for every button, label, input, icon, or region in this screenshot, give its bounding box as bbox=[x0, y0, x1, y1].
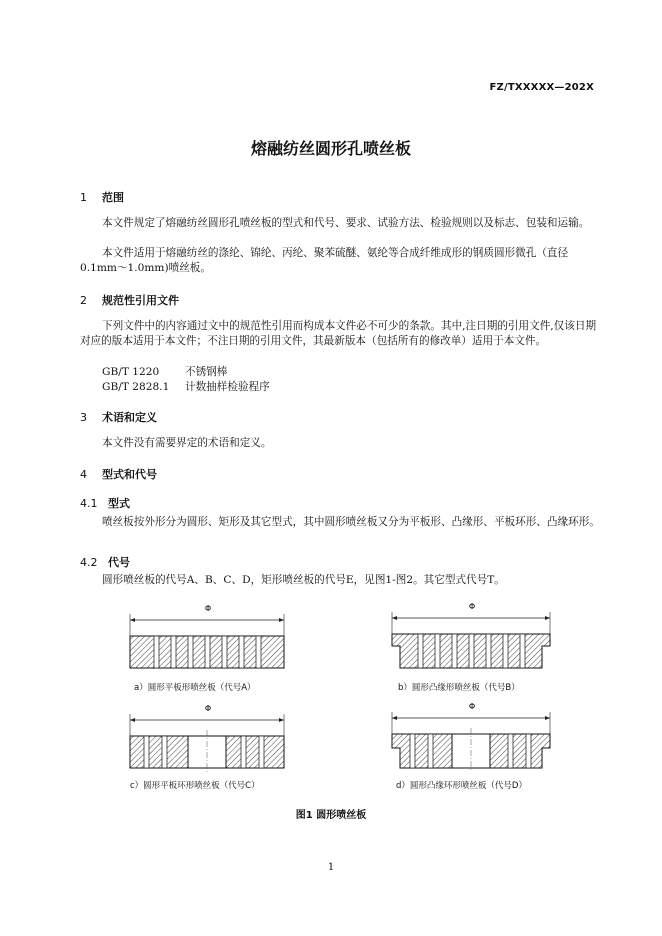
reference-code: GB/T 1220 bbox=[102, 366, 160, 378]
section-1-paragraph-2: 本文件适用于熔融纺丝的涤纶、锦纶、丙纶、聚苯硫醚、氨纶等合成纤维成形的钢质圆形微孔（直径 0.1mm～1.0mm)喷丝板。 bbox=[80, 247, 569, 274]
normative-reference bbox=[102, 364, 227, 379]
section-3-paragraph-1: 本文件没有需要界定的术语和定义。 bbox=[102, 437, 272, 449]
section-2-paragraph-1: 下列文件中的内容通过文中的规范性引用而构成本文件必不可少的条款。其中,注日期的引用文件,仅该日期对应的版本适用于本文件；不注日期的引用文件，其最新版本（包括所有的修改单）适用于本文件。 bbox=[80, 320, 597, 347]
figure-caption-a: a）圆形平板形喷丝板（代号A） bbox=[134, 683, 256, 693]
section-4-2-heading bbox=[80, 554, 130, 570]
section-3-heading bbox=[80, 409, 157, 425]
section-number: 1 bbox=[80, 191, 87, 204]
section-title: 型式 bbox=[108, 497, 130, 510]
diameter-symbol: Φ bbox=[204, 704, 212, 713]
section-4-1-paragraph-1: 喷丝板按外形分为圆形、矩形及其它型式，其中圆形喷丝板又分为平板形、凸缘形、平板环形、凸缘环形。 bbox=[102, 516, 600, 528]
page-number: 1 bbox=[327, 862, 335, 873]
reference-name: 不锈钢棒 bbox=[185, 366, 228, 378]
figure-title: 图1 圆形喷丝板 bbox=[295, 810, 367, 821]
section-number: 3 bbox=[80, 411, 87, 424]
section-2-heading bbox=[80, 292, 179, 308]
figure-caption-b: b）圆形凸缘形喷丝板（代号B） bbox=[398, 683, 520, 693]
drawing-type-c bbox=[124, 700, 292, 774]
reference-code: GB/T 2828.1 bbox=[102, 381, 170, 393]
section-1-heading bbox=[80, 189, 124, 205]
section-title: 型式和代号 bbox=[102, 468, 157, 481]
standard-number: FZ/TXXXXX—202X bbox=[489, 82, 594, 93]
section-title: 术语和定义 bbox=[102, 411, 157, 424]
section-title: 规范性引用文件 bbox=[102, 294, 179, 307]
diameter-symbol: Φ bbox=[468, 602, 476, 611]
diameter-symbol: Φ bbox=[204, 604, 212, 613]
drawing-type-a bbox=[124, 600, 292, 676]
section-title: 代号 bbox=[108, 556, 130, 569]
section-4-1-heading bbox=[80, 495, 130, 511]
reference-name: 计数抽样检验程序 bbox=[185, 381, 270, 393]
drawing-type-b bbox=[388, 598, 556, 676]
section-4-heading bbox=[80, 466, 157, 482]
section-4-2-paragraph-1: 圆形喷丝板的代号A、B、C、D，矩形喷丝板的代号E，见图1-图2。其它型式代号T。 bbox=[102, 574, 505, 586]
section-title: 范围 bbox=[102, 191, 124, 204]
document-title: 熔融纺丝圆形孔喷丝板 bbox=[250, 139, 411, 158]
figure-caption-c: c）圆形平板环形喷丝板（代号C） bbox=[130, 781, 260, 791]
section-1-paragraph-1: 本文件规定了熔融纺丝圆形孔喷丝板的型式和代号、要求、试验方法、检验规则以及标志、包装和运输。 bbox=[102, 217, 590, 229]
figure-caption-d: d）圆形凸缘环形喷丝板（代号D） bbox=[396, 781, 527, 791]
section-number: 4 bbox=[80, 468, 87, 481]
section-number: 4.2 bbox=[80, 556, 98, 569]
normative-reference bbox=[102, 379, 270, 394]
section-number: 2 bbox=[80, 294, 87, 307]
drawing-type-d bbox=[388, 698, 556, 774]
diameter-symbol: Φ bbox=[468, 702, 476, 711]
section-number: 4.1 bbox=[80, 497, 98, 510]
